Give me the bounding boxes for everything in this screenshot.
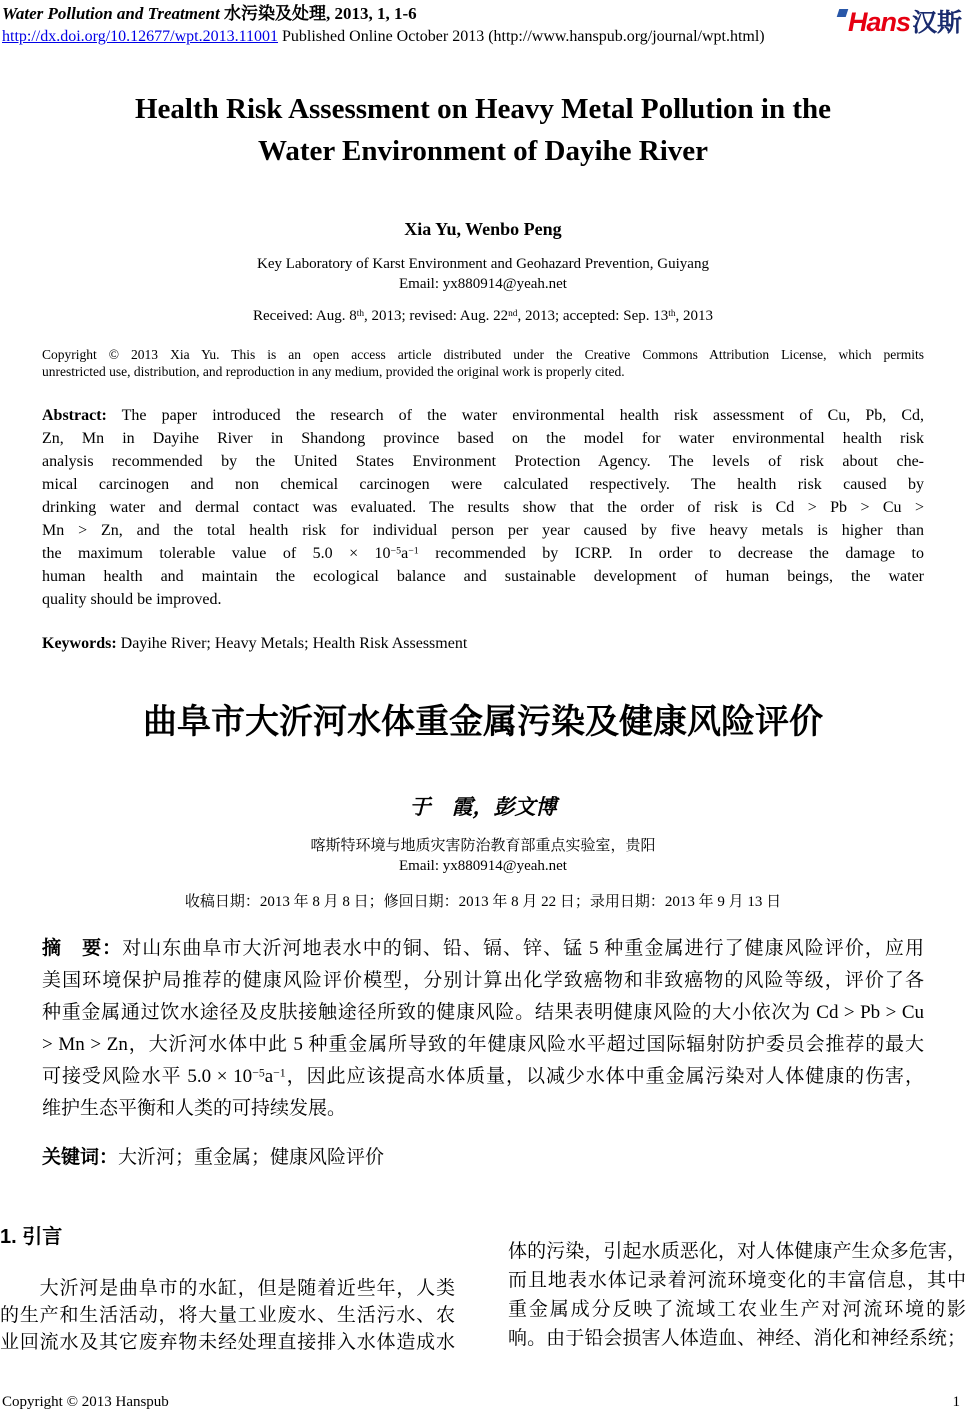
superscript-text: th xyxy=(356,308,364,319)
logo-latin-text: Hans xyxy=(847,7,910,37)
intro-left-paragraph xyxy=(0,1275,455,1356)
superscript-text: −1 xyxy=(273,1066,286,1080)
paper-title-line: Health Risk Assessment on Heavy Metal Pollution in the xyxy=(134,93,831,125)
hanspub-logo xyxy=(838,3,962,39)
chinese-authors: 于 霞，彭文博 xyxy=(409,795,557,819)
paper-title xyxy=(20,88,946,172)
paper-title-line: Water Environment of Dayihe River xyxy=(258,135,708,167)
text-line: 体的污染，引起水质恶化，对人体健康产生众多危害， xyxy=(508,1241,966,1262)
chinese-dates: 收稿日期：2013 年 8 月 8 日；修回日期：2013 年 8 月 22 日；录用日期：2013 年 9 月 13 日 xyxy=(184,894,782,910)
text-line: Mn > Zn, and the total health risk for individual person per year caused by five heavy metals is higher than xyxy=(42,522,924,539)
text-line: 响。由于铅会损害人体造血、神经、消化和神经系统； xyxy=(508,1328,966,1349)
text-line: 业回流水及其它废弃物未经处理直接排入水体造成水 xyxy=(0,1332,455,1353)
doi-line: http://dx.doi.org/10.12677/wpt.2013.11001 Published Online October 2013 (http://www.hanspub.org/journal/wpt.html) xyxy=(2,28,765,45)
text-line: analysis recommended by the United States Environment Protection Agency. The levels of risk about che- xyxy=(42,453,924,470)
text-line: 美国环境保护局推荐的健康风险评价模型，分别计算出化学致癌物和非致癌物的风险等级，评价了各 xyxy=(42,970,924,991)
authors: Xia Yu, Wenbo Peng xyxy=(404,219,562,239)
superscript-text: th xyxy=(668,308,676,319)
page-header xyxy=(0,0,966,47)
page-number: 1 xyxy=(952,1394,960,1410)
logo-cjk-text: 汉斯 xyxy=(911,9,962,37)
text-line: 大沂河是曲阜市的水缸，但是随着近些年，人类 xyxy=(0,1278,455,1299)
text-line: Zn, Mn in Dayihe River in Shandong province based on the model for water environmental health risk xyxy=(42,430,924,447)
chinese-abstract xyxy=(42,933,924,1125)
footer-copyright: Copyright © 2013 Hanspub xyxy=(2,1394,169,1410)
text-line: Abstract: The paper introduced the research of the water environmental health risk assessment of Cu, Pb, Cd, xyxy=(42,407,924,424)
affiliation: Key Laboratory of Karst Environment and Geohazard Prevention, Guiyang xyxy=(257,256,709,272)
abstract xyxy=(42,404,924,611)
text-line: human health and maintain the ecological balance and sustainable development of human beings, the water xyxy=(42,568,924,585)
bold-label: Keywords: xyxy=(42,635,117,652)
logo-accent-icon xyxy=(837,9,849,17)
chinese-title: 曲阜市大沂河水体重金属污染及健康风险评价 xyxy=(143,703,823,741)
text-line: > Mn > Zn，大沂河水体中此 5 种重金属所导致的年健康风险水平超过国际辐射防护委员会推荐的最大 xyxy=(42,1034,924,1055)
text-line: 种重金属通过饮水途径及皮肤接触途径所致的健康风险。结果表明健康风险的大小依次为 Cd > Pb > Cu xyxy=(42,1002,924,1023)
page-footer xyxy=(2,1393,960,1411)
intro-left-column xyxy=(0,1224,455,1356)
journal-line: Water Pollution and Treatment 水污染及处理, 2013, 1, 1-6 xyxy=(2,4,417,23)
text-line: mical carcinogen and non chemical carcinogen were calculated respectively. The health risk caused by xyxy=(42,476,924,493)
text-line: drinking water and dermal contact was evaluated. The results show that the order of risk is Cd > Pb > Cu > xyxy=(42,499,924,516)
doi-link[interactable]: http://dx.doi.org/10.12677/wpt.2013.11001 xyxy=(2,28,279,45)
text-line: the maximum tolerable value of $5.0 \times 10^{-5}a^{-1}$ recommended by ICRP. In order to decrease the damage to xyxy=(42,545,924,562)
chinese-affiliation-block xyxy=(0,836,966,876)
bold-label: Abstract: xyxy=(42,407,107,424)
superscript-text: −5 xyxy=(252,1066,265,1080)
author-email: Email: yx880914@yeah.net xyxy=(399,276,567,292)
superscript-text: −5 xyxy=(390,545,402,557)
chinese-affiliation: 喀斯特环境与地质灾害防治教育部重点实验室，贵阳 xyxy=(310,838,656,854)
superscript-text: nd xyxy=(508,308,518,319)
text-line: 摘 要：对山东曲阜市大沂河地表水中的铜、铅、镉、锌、锰 5 种重金属进行了健康风险评价，应用 xyxy=(42,938,924,959)
text-line: quality should be improved. xyxy=(42,591,222,608)
bold-label: 摘 要： xyxy=(42,938,123,959)
text-line: Copyright © 2013 Xia Yu. This is an open access article distributed under the Creative Commons Attribution License, which permits xyxy=(42,347,924,362)
bold-label: 关键词： xyxy=(42,1147,119,1168)
text-line: 重金属成分反映了流域工农业生产对河流环境的影 xyxy=(508,1299,966,1320)
italic-text: Water Pollution and Treatment xyxy=(2,4,220,23)
text-line: 维护生态平衡和人类的可持续发展。 xyxy=(42,1098,347,1119)
intro-right-column xyxy=(508,1224,966,1356)
section-heading-intro: 1. 引言 xyxy=(0,1226,63,1248)
chinese-keywords: 关键词：大沂河；重金属；健康风险评价 xyxy=(42,1147,385,1168)
superscript-text: −1 xyxy=(408,545,419,557)
license-notice xyxy=(42,346,924,380)
text-line: 可接受风险水平 $5.0 \times 10^{-5}a^{-1}$，因此应该提高水体质量，以减少水体中重金属污染对人体健康的伤害， xyxy=(42,1066,924,1087)
keywords: Keywords: Dayihe River; Heavy Metals; Health Risk Assessment xyxy=(42,635,468,652)
text-line: unrestricted use, distribution, and reproduction in any medium, provided the original work is properly cited. xyxy=(42,364,625,379)
chinese-author-email: Email: yx880914@yeah.net xyxy=(399,858,567,874)
received-dates: Received: Aug. 8th, 2013; revised: Aug. 22nd, 2013; accepted: Sep. 13th, 2013 xyxy=(253,308,713,324)
text-line: 而且地表水体记录着河流环境变化的丰富信息，其中 xyxy=(508,1270,966,1291)
affiliation-block xyxy=(0,254,966,294)
text-line: 的生产和生活活动，将大量工业废水、生活污水、农 xyxy=(0,1305,455,1326)
section-1-introduction xyxy=(0,1224,966,1356)
